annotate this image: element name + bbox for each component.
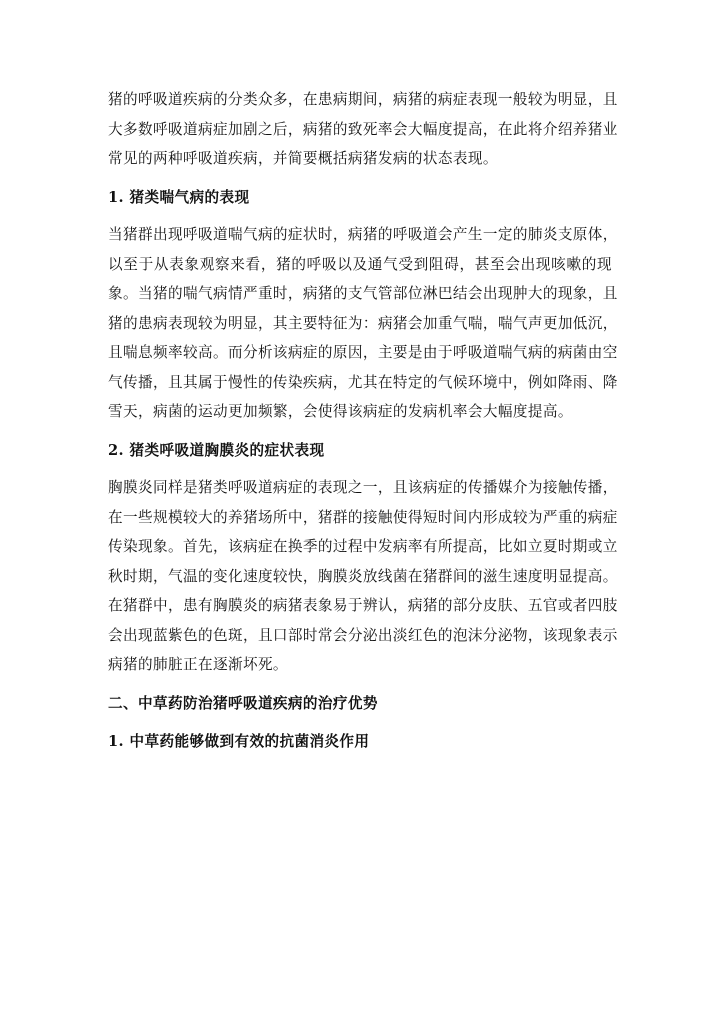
text-line: 象。当猪的喘气病情严重时，病猪的支气管部位淋巴结会出现肿大的现象，且: [108, 285, 618, 302]
text-line: 当猪群出现呼吸道喘气病的症状时，病猪的呼吸道会产生一定的肺炎支原体，: [108, 226, 618, 243]
text-line: 以至于从表象观察来看，猪的呼吸以及通气受到阻碍，甚至会出现咳嗽的现: [108, 255, 612, 273]
section-heading-asthma: 1. 猪类喘气病的表现: [108, 188, 250, 206]
asthma-paragraph: [108, 220, 618, 427]
text-line: 会出现蓝紫色的色斑，且口部时常会分泌出淡红色的泡沫分泌物，该现象表示: [108, 626, 618, 644]
text-line: 常见的两种呼吸道疾病，并简要概括病猪发病的状态表现。: [108, 150, 498, 167]
text-line: 胸膜炎同样是猪类呼吸道病症的表现之一，且该病症的传播媒介为接触传播，: [108, 479, 618, 496]
text-line: 在猪群中，患有胸膜炎的病猪表象易于辨认，病猪的部分皮肤、五官或者四肢: [108, 597, 618, 614]
text-line: 雪天，病菌的运动更加频繁，会使得该病症的发病机率会大幅度提高。: [108, 403, 573, 420]
text-line: 猪的患病表现较为明显，其主要特征为：病猪会加重气喘，喘气声更加低沉，: [108, 314, 618, 332]
text-line: 在一些规模较大的养猪场所中，猪群的接触使得短时间内形成较为严重的病症: [108, 508, 618, 526]
text-line: 大多数呼吸道病症加剧之后，病猪的致死率会大幅度提高，在此将介绍养猪业: [108, 120, 618, 138]
text-line: 传染现象。首先，该病症在换季的过程中发病率有所提高，比如立夏时期或立: [108, 538, 618, 555]
text-line: 秋时期，气温的变化速度较快，胸膜炎放线菌在猪群间的滋生速度明显提高。: [108, 567, 618, 585]
section-heading-antibacterial: 1. 中草药能够做到有效的抗菌消炎作用: [108, 733, 370, 750]
text-line: 且喘息频率较高。而分析该病症的原因，主要是由于呼吸道喘气病的病菌由空: [108, 344, 618, 361]
intro-paragraph: [108, 85, 618, 174]
pleuritis-paragraph: [108, 473, 618, 680]
text-line: 气传播，且其属于慢性的传染疾病，尤其在特定的气候环境中，例如降雨、降: [108, 373, 618, 391]
text-line: 病猪的肺脏正在逐渐坏死。: [108, 656, 288, 673]
text-line: 猪的呼吸道疾病的分类众多，在患病期间，病猪的病症表现一般较为明显，且: [108, 91, 618, 108]
chapter-heading-herbal-advantages: 二、中草药防治猪呼吸道疾病的治疗优势: [108, 694, 378, 712]
section-heading-pleuritis: 2. 猪类呼吸道胸膜炎的症状表现: [108, 441, 325, 459]
